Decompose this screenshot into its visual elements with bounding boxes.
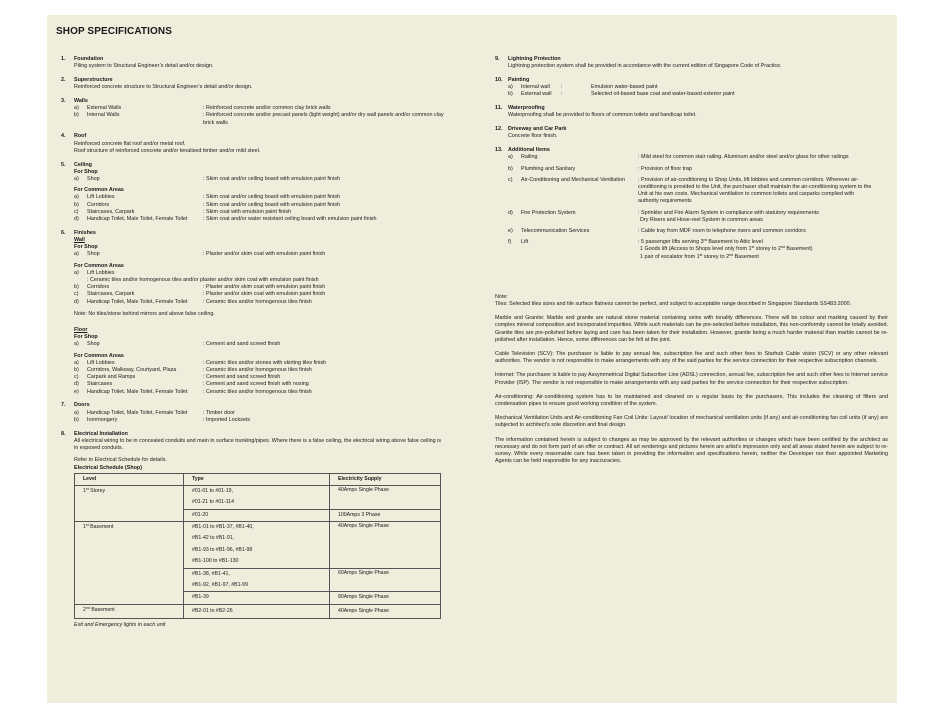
section-superstructure bbox=[61, 77, 461, 91]
item-label: Fire Protection System bbox=[521, 209, 576, 216]
table-header: Level bbox=[75, 473, 184, 485]
supply-cell: 80Amps Single Phase bbox=[330, 592, 441, 604]
item-label: Internal Walls bbox=[87, 112, 120, 119]
item-label: Internal wall bbox=[521, 84, 550, 91]
section-lightning bbox=[495, 56, 888, 70]
section-number: 7. bbox=[61, 402, 66, 409]
note-info: The information contained herein is subject to changes as may be approved by the relevant authorities or changes which have been certified by the architect as necessary and do not form part of an offer or contract. All art renderings and pictures herein are artist’s impression only and all areas stated herein are subject to re-survey. While every reasonable care has been taken in providing the information and specifications herein, neither the Developer nor their appointed Marketing Agents can be held responsible for any inaccuracies. bbox=[495, 436, 888, 465]
section-title: Electrical Installation bbox=[74, 430, 128, 437]
item-desc: : Provision of floor trap bbox=[638, 165, 692, 172]
section-text: Reinforced concrete flat roof and/or metal roof. bbox=[74, 140, 186, 147]
section-title: Foundation bbox=[74, 56, 104, 62]
subheading: For Common Areas bbox=[74, 352, 124, 359]
item-desc: : Skim coat and/or ceiling board with emulsion paint finish bbox=[203, 194, 340, 201]
type-cell: #B1-01 to #B1-37, #B1-40, #B1-42 to #B1-91, #B1-93 to #B1-96, #B1-98 #B1-100 to #B1-130 bbox=[184, 521, 330, 568]
item-label: Ironmongery bbox=[87, 416, 118, 423]
item-desc: : Ceramic tiles and/or homogenous tiles and/or plaster and/or skim coat with emulsion paint finish bbox=[87, 277, 319, 284]
list-item bbox=[74, 202, 461, 209]
item-desc: : Cable tray from MDF room to telephone risers and common corridors bbox=[638, 228, 806, 235]
list-item bbox=[74, 299, 461, 306]
level-cell: 1st Basement bbox=[75, 521, 184, 604]
list-item bbox=[508, 228, 888, 235]
list-item bbox=[74, 209, 461, 216]
list-item bbox=[74, 194, 461, 201]
section-number: 13. bbox=[495, 147, 503, 154]
list-item bbox=[74, 176, 461, 183]
list-item bbox=[74, 112, 461, 126]
item-letter: a) bbox=[74, 409, 79, 416]
type-cell: #B1-38, #B1-41, #B1-92, #B1-97, #B1-99 bbox=[184, 568, 330, 592]
item-label: Shop bbox=[87, 176, 100, 183]
list-item bbox=[508, 210, 888, 224]
list-item bbox=[74, 381, 461, 388]
section-painting bbox=[495, 77, 888, 99]
item-letter: f) bbox=[508, 239, 512, 246]
item-letter: a) bbox=[508, 154, 513, 161]
section-waterproofing bbox=[495, 105, 888, 119]
item-desc: : 5 passenger lifts serving 3rd Basement to Attic level 1 Goods lift (Access to Shops level only from 1st storey to 2nd Basement) 1 pair of escalator from 1st storey to 2nd Basement bbox=[638, 238, 813, 260]
item-letter: c) bbox=[74, 374, 79, 381]
item-label: Staircases, Carpark bbox=[87, 208, 135, 215]
section-text: Roof structure of reinforced concrete and/or tenalised timber and/or mild steel. bbox=[74, 147, 261, 154]
item-label: External wall bbox=[521, 91, 552, 98]
item-desc: : Ceramic tiles and/or homogenous tiles finish bbox=[203, 298, 312, 305]
item-letter: d) bbox=[74, 216, 79, 223]
item-label: Shop bbox=[87, 251, 100, 258]
item-desc: : Skim coat and/or water resistant ceiling board with emulsion paint finish bbox=[203, 216, 377, 223]
item-letter: b) bbox=[74, 367, 79, 374]
item-letter: c) bbox=[74, 291, 79, 298]
supply-cell: 60Amps Single Phase bbox=[330, 568, 441, 592]
item-label: Lift Lobbies bbox=[87, 269, 115, 276]
table-header: Electricity Supply bbox=[330, 473, 441, 485]
section-title: Finishes bbox=[74, 229, 96, 236]
table-row bbox=[75, 485, 441, 509]
item-desc: : Skim coat with emulsion paint finish bbox=[203, 208, 292, 215]
item-label: Handicap Toilet, Male Toilet, Female Toilet bbox=[87, 298, 188, 305]
section-title: Waterproofing bbox=[508, 105, 545, 112]
type-cell: #B2-01 to #B2-26 bbox=[184, 604, 330, 618]
item-letter: b) bbox=[74, 112, 79, 119]
item-letter: a) bbox=[74, 105, 79, 112]
item-letter: d) bbox=[74, 298, 79, 305]
section-title: Painting bbox=[508, 77, 530, 83]
schedule-footnote: Exit and Emergency lights in each unit bbox=[74, 621, 166, 628]
item-desc: : Sprinkler and Fire Alarm System in compliance with statutory requirements Dry Risers and Hose-reel System in common areas bbox=[638, 209, 819, 223]
section-roof bbox=[61, 133, 461, 155]
section-text: Waterproofing shall be provided to floors of common toilets and handicap toilet. bbox=[508, 112, 697, 119]
section-number: 9. bbox=[495, 56, 500, 62]
item-letter: d) bbox=[508, 209, 513, 216]
type-cell: #B1-39 bbox=[184, 592, 330, 604]
item-desc: : Plaster and/or skim coat with emulsion paint finish bbox=[203, 291, 326, 298]
list-item bbox=[508, 91, 888, 98]
list-item bbox=[74, 360, 461, 367]
item-colon: : bbox=[561, 84, 563, 91]
item-letter: c) bbox=[508, 176, 513, 183]
item-letter: a) bbox=[74, 251, 79, 258]
item-desc: : Reinforced concrete and/or common clay brick walls bbox=[203, 105, 331, 112]
item-label: Lift Lobbies bbox=[87, 359, 115, 366]
note-marble: Marble and Granite: Marble and granite are natural stone material containing veins with tonality differences. There will be colour and marking caused by their complex mineral composition and incorporated impurities. While such materials can be pre-selected before installation, this non-conformity cannot be totally avoided. Granite tiles are pre-polished before laying and care has been taken for their installation. However, granite being a much harder material than marble cannot be re-polished after installation. Hence, some differences can be felt at the joint. bbox=[495, 315, 888, 343]
subheading: For Common Areas bbox=[74, 262, 124, 269]
item-label: Handicap Toilet, Male Toilet, Female Toilet bbox=[87, 216, 188, 223]
section-text: All electrical wiring to be in concealed conduits and main in surface trunking/pipes. Where there is a false ceiling, the electrical wiring above false ceiling is in exposed conduits. bbox=[74, 437, 442, 452]
item-desc: : Cement and sand screed finish bbox=[203, 341, 281, 348]
list-item bbox=[74, 291, 461, 298]
item-label: Carpark and Ramps bbox=[87, 374, 136, 381]
section-doors bbox=[61, 402, 461, 424]
notes-block bbox=[495, 294, 888, 466]
item-desc: : Timber door bbox=[203, 409, 235, 416]
item-label: Corridors bbox=[87, 284, 110, 291]
item-letter: a) bbox=[74, 359, 79, 366]
list-item-lift bbox=[508, 239, 888, 261]
list-item bbox=[74, 417, 461, 424]
item-letter: e) bbox=[74, 388, 79, 395]
item-label: Lift bbox=[521, 239, 529, 246]
note-cable: Cable Television (SCV): The purchaser is liable to pay annual fee, subscription fee and such other fees to Starhub Cable vision (SCV) or any other relevant authorities. The vendor is not responsible to make arrangements with any of the said parties for the service connection for their respective subscription channels. bbox=[495, 351, 888, 365]
section-text: Piling system to Structural Engineer’s detail and/or design. bbox=[74, 63, 214, 70]
item-desc: : Imported Locksets bbox=[203, 416, 251, 423]
note-tiles: Tiles: Selected tiles sizes and tile surface flatness cannot be perfect, and subject to acceptable range described in Singapore Standards SS483:2000. bbox=[495, 301, 852, 308]
item-letter: b) bbox=[508, 165, 513, 172]
item-desc: : Ceramic tiles and/or homogenous tiles finish bbox=[203, 388, 312, 395]
item-desc: : Cement and sand screed finish with nosing bbox=[203, 381, 309, 388]
list-item bbox=[74, 374, 461, 381]
item-label: Corridors bbox=[87, 201, 110, 208]
section-number: 1. bbox=[61, 56, 66, 62]
table-row bbox=[75, 521, 441, 568]
item-label: Staircases, Carpark bbox=[87, 291, 135, 298]
electrical-schedule-table bbox=[74, 473, 441, 619]
section-number: 2. bbox=[61, 77, 66, 83]
section-additional-items bbox=[495, 147, 888, 261]
section-ceiling bbox=[61, 162, 461, 224]
section-finishes bbox=[61, 230, 461, 396]
section-number: 5. bbox=[61, 161, 66, 168]
supply-cell: 40Amps Single Phase bbox=[330, 604, 441, 618]
list-item bbox=[74, 410, 461, 417]
list-item bbox=[508, 166, 888, 173]
list-item bbox=[74, 270, 461, 284]
table-row bbox=[75, 604, 441, 618]
subheading-wall: Wall bbox=[74, 237, 85, 244]
item-label: Shop bbox=[87, 341, 100, 348]
list-item bbox=[74, 389, 461, 396]
list-item bbox=[74, 105, 461, 112]
item-desc: : Ceramic tiles and/or homogenous tiles finish bbox=[203, 367, 312, 374]
type-cell: #01-20 bbox=[184, 509, 330, 521]
note-mech: Mechanical Ventilation Units and Air-conditioning Fan Coil Units: Layout/ location of mechanical ventilation units (if any) and air-conditioning fan coil units (if any) are subjected to architect’s sole discretion and final design. bbox=[495, 415, 888, 429]
section-text: Concrete floor finish. bbox=[508, 133, 558, 140]
item-label: Corridors, Walkway, Courtyard, Plaza bbox=[87, 367, 177, 374]
item-letter: e) bbox=[508, 228, 513, 235]
section-title: Additional Items bbox=[508, 147, 550, 154]
item-desc: : Skim coat and/or ceiling board with emulsion paint finish bbox=[203, 176, 340, 183]
schedule-refer: Refer to Electrical Schedule for details. bbox=[74, 457, 167, 464]
section-number: 10. bbox=[495, 77, 503, 83]
item-desc: Selected oil-based base coat and water-based exterior paint bbox=[591, 91, 735, 98]
item-letter: b) bbox=[74, 201, 79, 208]
item-letter: b) bbox=[74, 416, 79, 423]
subheading-floor: Floor bbox=[74, 327, 88, 334]
item-label: Lift Lobbies bbox=[87, 194, 115, 201]
supply-cell: 40Amps Single Phase bbox=[330, 485, 441, 509]
section-number: 11. bbox=[495, 105, 503, 112]
section-text: Lightning protection system shall be provided in accordance with the current edition of Singapore Code of Practice. bbox=[508, 63, 782, 70]
finishes-note: Note: No tiles/stone behind mirrors and above false ceiling. bbox=[74, 310, 215, 317]
item-label: Railing bbox=[521, 154, 538, 161]
list-item bbox=[508, 154, 888, 161]
section-foundation bbox=[61, 56, 461, 70]
item-desc: : Cement and sand screed finish bbox=[203, 374, 281, 381]
section-title: Doors bbox=[74, 402, 90, 409]
item-desc: : Plaster and/or skim coat with emulsion paint finish bbox=[203, 284, 326, 291]
section-title: Driveway and Car Park bbox=[508, 126, 567, 133]
item-label: Air-Conditioning and Mechanical Ventilation bbox=[521, 176, 625, 183]
subheading: For Common Areas bbox=[74, 187, 124, 194]
list-item bbox=[74, 216, 461, 223]
list-item bbox=[74, 367, 461, 374]
list-item bbox=[74, 284, 461, 291]
item-letter: b) bbox=[508, 91, 513, 98]
table-header-row bbox=[75, 473, 441, 485]
list-item bbox=[508, 84, 888, 91]
item-label: Handicap Toilet, Male Toilet, Female Toilet bbox=[87, 388, 188, 395]
section-walls bbox=[61, 98, 461, 127]
item-desc: : Skim coat and/or ceiling board with emulsion paint finish bbox=[203, 201, 340, 208]
left-column bbox=[61, 56, 461, 636]
note-aircon: Air-conditioning: Air-conditioning system has to be maintained and cleaned on a regular basis by the purchasers. This includes the cleaning of filters and condensation pipes to ensure good working condition of the system. bbox=[495, 393, 888, 408]
item-letter: a) bbox=[74, 269, 79, 276]
item-label: External Walls bbox=[87, 105, 122, 112]
item-letter: a) bbox=[74, 176, 79, 183]
section-number: 6. bbox=[61, 229, 66, 236]
item-letter: d) bbox=[74, 381, 79, 388]
section-electrical bbox=[61, 431, 461, 629]
item-label: Telecommunication Services bbox=[521, 228, 590, 235]
level-cell: 2nd Basement bbox=[75, 604, 184, 618]
section-number: 8. bbox=[61, 430, 66, 437]
item-letter: b) bbox=[74, 284, 79, 291]
level-cell: 1st Storey bbox=[75, 485, 184, 521]
supply-cell: 40Amps Single Phase bbox=[330, 521, 441, 568]
item-label: Staircases bbox=[87, 381, 113, 388]
section-number: 12. bbox=[495, 126, 503, 133]
item-letter: c) bbox=[74, 208, 79, 215]
item-label: Handicap Toilet, Male Toilet, Female Toilet bbox=[87, 409, 188, 416]
item-desc: : Provision of air-conditioning to Shop Units, lift lobbies and common corridors. Wherever air-conditioning is provided to the Unit, the purchaser shall maintain the air-conditioning system to the Unit at his own costs. Mechanical ventilation to common toilets and carparks complied with authority requirements bbox=[638, 176, 872, 205]
subheading: For Shop bbox=[74, 244, 98, 251]
section-title: Roof bbox=[74, 133, 87, 140]
section-text: Reinforced concrete structure to Structural Engineer’s detail and/or design. bbox=[74, 84, 253, 91]
section-driveway bbox=[495, 126, 888, 140]
item-letter: a) bbox=[74, 341, 79, 348]
section-number: 4. bbox=[61, 133, 66, 140]
item-letter: a) bbox=[508, 84, 513, 91]
spec-sheet bbox=[47, 15, 897, 703]
page-title: SHOP SPECIFICATIONS bbox=[56, 26, 172, 37]
item-desc: Emulsion water-based paint bbox=[591, 84, 658, 91]
table-header: Type bbox=[184, 473, 330, 485]
list-item bbox=[74, 341, 461, 348]
notes-label: Note: bbox=[495, 293, 508, 300]
item-label: Plumbing and Sanitary bbox=[521, 165, 576, 172]
item-desc: : Reinforced concrete and/or precast panels (light weight) and/or dry wall panels and/or common clay brick walls bbox=[203, 112, 444, 126]
subheading: For Shop bbox=[74, 334, 98, 341]
subheading: For Shop bbox=[74, 168, 98, 175]
item-desc: : Plaster and/or skim coat with emulsion paint finish bbox=[203, 251, 326, 258]
section-title: Lightning Protection bbox=[508, 56, 561, 62]
supply-cell: 100Amps 3 Phase bbox=[330, 509, 441, 521]
right-column bbox=[495, 56, 888, 473]
item-letter: a) bbox=[74, 194, 79, 201]
list-item bbox=[508, 177, 888, 206]
section-title: Ceiling bbox=[74, 161, 92, 168]
item-colon: : bbox=[561, 91, 563, 98]
section-number: 3. bbox=[61, 98, 66, 104]
type-cell: #01-01 to #01-19, #01-21 to #01-114 bbox=[184, 485, 330, 509]
item-desc: : Mild steel for common stair railing. Aluminum and/or steel and/or glass for other railings bbox=[638, 154, 849, 161]
item-desc: : Ceramic tiles and/or stones with skirting tiles finish bbox=[203, 359, 327, 366]
schedule-title: Electrical Schedule (Shop) bbox=[74, 464, 142, 471]
list-item bbox=[74, 251, 461, 258]
section-title: Walls bbox=[74, 98, 88, 104]
note-internet: Internet: The purchaser is liable to pay Assymmetrical Digital Subscriber Line (ADSL) connection, annual fee, subscription fee and such other fees to Internet service Provider (ISP). The vendor is not responsible to make arrangements with any said parties for the service connection for their respective subscription. bbox=[495, 372, 888, 386]
section-title: Superstructure bbox=[74, 77, 113, 83]
